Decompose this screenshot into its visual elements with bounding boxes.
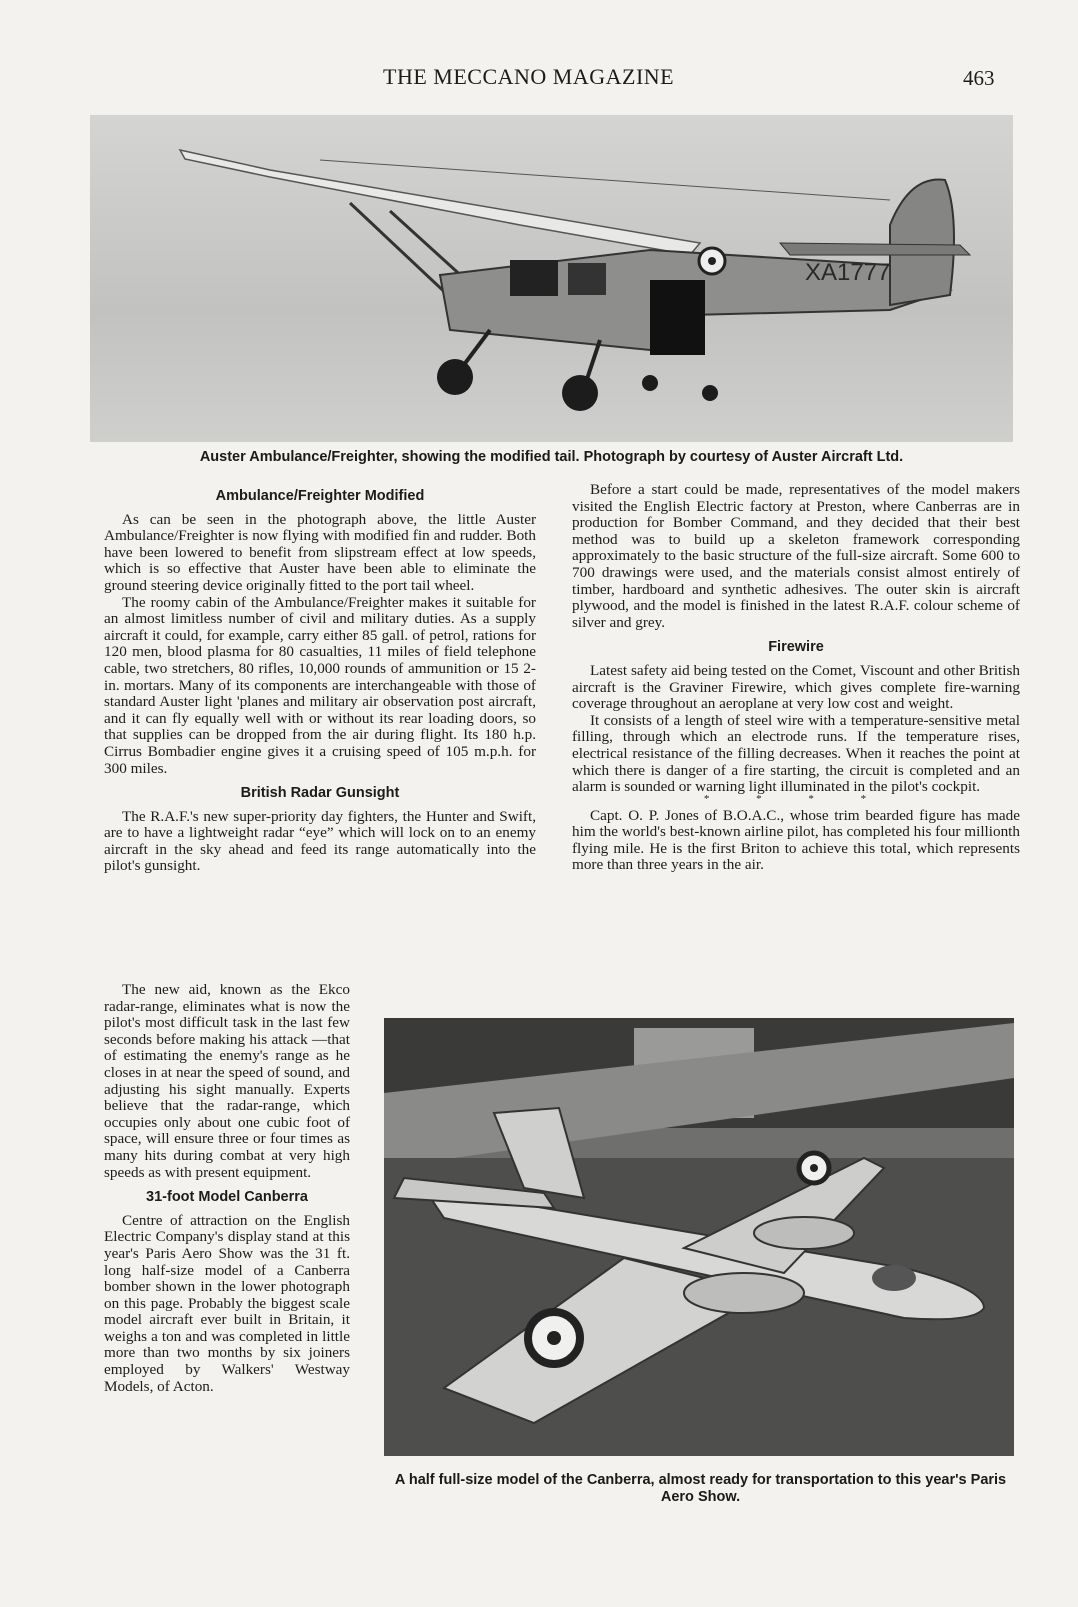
left-narrow-column: [104, 982, 350, 1395]
auster-registration: XA1777: [805, 259, 891, 286]
paragraph: The R.A.F.'s new super-priority day fighters, the Hunter and Swift, are to have a lightweight radar “eye” which will lock on to an enemy aircraft in the sky ahead and feed its range automatically into the pilot's gunsight.: [104, 807, 536, 875]
paragraph: Centre of attraction on the English Electric Company's display stand at this year's Paris Aero Show was the 31 ft. long half-size model of a Canberra bomber shown in the lower photograph on this page. Probably the biggest scale model aircraft ever built in Britain, it weighs a ton and was completed in little more than two months by six joiners employed by Walkers' Westway Models, of Acton.: [104, 1211, 350, 1395]
paragraph: The new aid, known as the Ekco radar-range, eliminates what is now the pilot's most difficult task in the last few seconds before making his attack —that of estimating the enemy's range as he closes in at near the speed of sound, and adjusting his sight manually. Experts believe that the radar-range, which occupies only about one cubic foot of space, will ensure three or four times as many hits during combat at very high speeds as with present equipment.: [104, 981, 350, 1181]
paragraph: As can be seen in the photograph above, the little Auster Ambulance/Freighter is now flying with modified fin and rudder. Both have been lowered to benefit from slipstream effect at low speeds, which is so effective that Auster have been able to eliminate the ground steering device originally fitted to the port tail wheel.: [104, 510, 536, 594]
heading-firewire: Firewire: [768, 639, 824, 656]
right-column: [572, 482, 1020, 874]
paragraph: It consists of a length of steel wire with a temperature-sensitive metal filling, through which an electrode runs. If the temperature rises, electrical resistance of the filling decreases. When it reaches the point at which there is danger of a fire starting, the circuit is completed and an alarm is sounded or warning light illuminated in the pilot's cockpit.: [572, 711, 1020, 796]
paragraph: The roomy cabin of the Ambulance/Freighter makes it suitable for an almost limitless number of civil and military duties. As a supply aircraft it could, for example, carry either 85 gall. of petrol, rations for 120 men, blood plasma for 80 casualties, 11 miles of field telephone cable, two stretchers, 80 rifles, 10,000 rounds of ammunition or 15 2-in. mortars. Many of its components are interchangeable with those of standard Auster light 'planes and military air observation post aircraft, and it can fly equally well with or without its rear loading doors, so that supplies can be dropped from the air during flight. Its 180 h.p. Cirrus Bombadier engine gives it a cruising speed of 105 m.p.h. for 300 miles.: [104, 593, 536, 777]
canberra-photograph: [384, 1018, 1014, 1456]
section-separator: * * * *: [703, 792, 889, 805]
canberra-caption: A half full-size model of the Canberra, almost ready for transportation to this year's Paris Aero Show.: [394, 1472, 1007, 1505]
auster-caption: Auster Ambulance/Freighter, showing the modified tail. Photograph by courtesy of Auster Aircraft Ltd.: [199, 449, 904, 465]
paragraph: Before a start could be made, representatives of the model makers visited the English Electric factory at Preston, where Canberras are in production for Bomber Command, and they decided that their best method was to build up a skeleton framework corresponding approximately to the basic structure of the full-size aircraft. Some 600 to 700 drawings were used, and the materials consist almost entirely of timber, hardboard and synthetic adhesives. The outer skin is aircraft plywood, and the model is finished in the latest R.A.F. colour scheme of silver and grey.: [572, 481, 1020, 631]
heading-ambulance-freighter: Ambulance/Freighter Modified: [215, 488, 425, 504]
auster-photograph: [90, 115, 1013, 442]
auster-aircraft-illustration: [90, 115, 1013, 442]
paragraph: Latest safety aid being tested on the Comet, Viscount and other British aircraft is the Graviner Firewire, which gives complete fire-warning coverage throughout an aeroplane at very low cost and weight.: [572, 661, 1020, 713]
left-column: [104, 482, 536, 875]
page-header: [0, 62, 1078, 98]
canberra-model-illustration: [384, 1018, 1014, 1456]
heading-model-canberra: 31-foot Model Canberra: [146, 1189, 308, 1206]
page-number: 463: [963, 66, 995, 90]
paragraph: Capt. O. P. Jones of B.O.A.C., whose trim bearded figure has made him the world's best-known airline pilot, has completed his four millionth flying mile. He is the first Briton to achieve this total, which represents more than three years in the air.: [572, 806, 1020, 874]
heading-radar-gunsight: British Radar Gunsight: [240, 785, 400, 802]
magazine-title: THE MECCANO MAGAZINE: [383, 64, 675, 89]
